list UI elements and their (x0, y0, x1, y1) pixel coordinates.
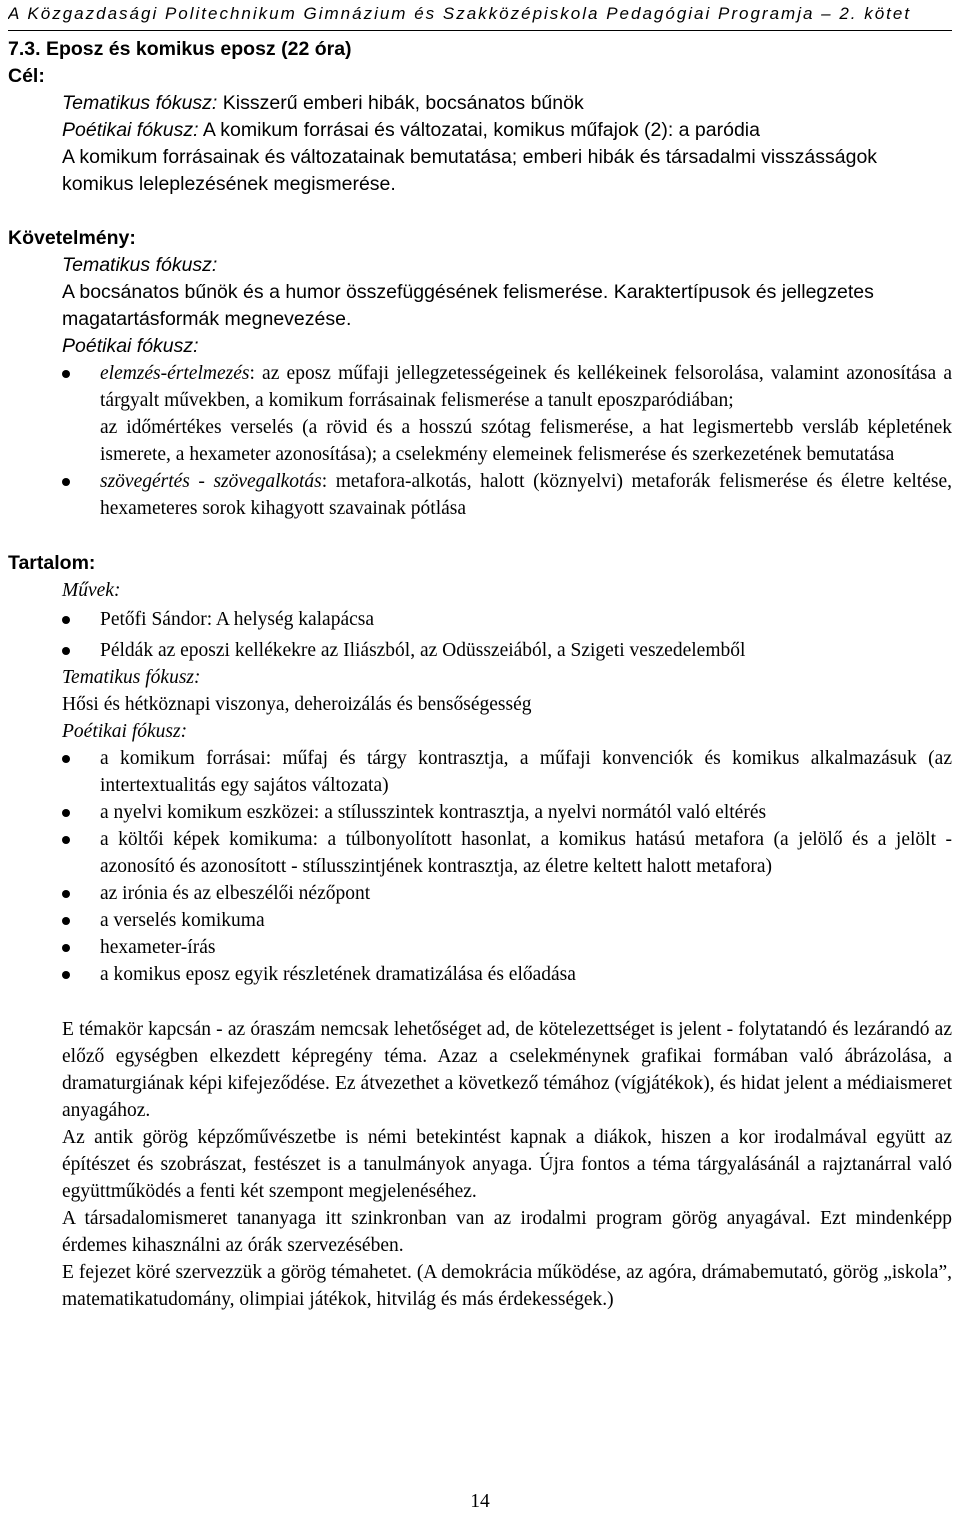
kovetelmeny-tematikus-text: A bocsánatos bűnök és a humor összefüggésének felismerése. Karaktertípusok és jellegzetes magatartásformák megnevezése. (62, 281, 874, 330)
cel-tematikus (62, 90, 952, 117)
tartalom-poetikai-list (8, 745, 952, 988)
cel-poetikai (62, 117, 952, 144)
kovetelmeny-heading: Követelmény: (8, 227, 136, 249)
tartalom-poetikai-label: Poétikai fókusz: (62, 721, 188, 742)
page-number: 14 (470, 1491, 490, 1512)
muvek-list (8, 606, 952, 664)
kovetelmeny-poetikai-label: Poétikai fókusz: (62, 335, 199, 357)
list-item: a verselés komikuma (8, 907, 952, 934)
list-item (8, 468, 952, 522)
kovetelmeny-tematikus-label: Tematikus fókusz: (62, 254, 218, 276)
cel-poetikai-text: A komikum forrásai és változatai, komikus műfajok (2): a paródia (198, 119, 760, 141)
tartalom-tematikus-label: Tematikus fókusz: (62, 667, 201, 688)
paragraph: E fejezet köré szervezzük a görög témahetet. (A demokrácia működése, az agóra, drámabemutató, görög „iskola”, matematikatudomány, olimpiai játékok, hitvilág és más érdekességek.) (62, 1262, 952, 1310)
cel-tematikus-label: Tematikus fókusz: (62, 92, 218, 114)
cel-poetikai-label: Poétikai fókusz: (62, 119, 199, 141)
list-item: a komikum forrásai: műfaj és tárgy kontrasztja, a műfaji konvenciók és komikus alkalmazásuk (az intertextualitás egy sajátos változata) (8, 745, 952, 799)
cel-body: A komikum forrásainak és változatainak bemutatása; emberi hibák és társadalmi visszásságok komikus leleplezésének megismerése. (62, 146, 878, 195)
section-title: 7.3. Eposz és komikus eposz (22 óra) (8, 38, 352, 60)
list-item: hexameter-írás (8, 934, 952, 961)
page-content (8, 36, 952, 1313)
kovetelmeny-list (8, 360, 952, 522)
cel-heading: Cél: (8, 65, 45, 87)
paragraph: E témakör kapcsán - az óraszám nemcsak lehetőséget ad, de kötelezettséget is jelent - folytatandó és lezárandó az előző egységben elkezdett képregény téma. Azaz a cselekménynek grafikai formában való ábrázolása, a dramaturgiának képi kifejeződése. Ez átvezethet a következő témához (vígjátékok), és hidat jelent a médiaismeret anyagához. (62, 1019, 952, 1121)
list-item: Petőfi Sándor: A helység kalapácsa (8, 606, 952, 633)
list-item: Példák az eposzi kellékekre az Iliászból, az Odüsszeiából, a Szigeti veszedelemből (8, 637, 952, 664)
list-item: a nyelvi komikum eszközei: a stílusszintek kontrasztja, a nyelvi normától való eltérés (8, 799, 952, 826)
list-item: a komikus eposz egyik részletének dramatizálása és előadása (8, 961, 952, 988)
item-extra: az időmértékes verselés (a rövid és a hosszú szótag felismerése, a hat legismertebb versláb képletének ismerete, a hexameter azonosítása); a cselekmény elemeinek felismerése és szerkezetének bemutatása (100, 417, 952, 465)
paragraph: Az antik görög képzőművészetbe is némi betekintést kapnak a diákok, hiszen a kor irodalmával együtt az építészet és szobrászat, festészet is a tanulmányok anyaga. Újra fontos a téma tárgyalásánál a rajztanárral való együttműködés a fenti két szempont megjelenéséhez. (62, 1127, 952, 1202)
muvek-label: Művek: (62, 580, 121, 601)
item-text: : az eposz műfaji jellegzetességeinek és kellékeinek felsorolása, valamint azonosítása a tárgyalt művekben, a komikum forrásainak felismerése a tanult eposzparódiában; (100, 363, 952, 411)
paragraph: A társadalomismeret tananyaga itt szinkronban van az irodalmi program görög anyagával. Ezt mindenképp érdemes kihasználni az órák szervezésében. (62, 1208, 952, 1256)
item-term: szövegértés - szövegalkotás (100, 471, 322, 492)
list-item (8, 360, 952, 468)
list-item: a költői képek komikuma: a túlbonyolított hasonlat, a komikus hatású metafora (a jelölő és a jelölt - azonosító és azonosított - stílusszintjének kontrasztja, az életre keltett halott metafora) (8, 826, 952, 880)
list-item: az irónia és az elbeszélői nézőpont (8, 880, 952, 907)
cel-tematikus-text: Kisszerű emberi hibák, bocsánatos bűnök (217, 92, 584, 114)
running-header: A Közgazdasági Politechnikum Gimnázium és Szakközépiskola Pedagógiai Programja – 2. kötet (8, 0, 952, 31)
item-text: : metafora-alkotás, halott (köznyelvi) metaforák felismerése és életre keltése, hexameteres sorok kihagyott szavainak pótlása (100, 471, 952, 519)
tartalom-tematikus-text: Hősi és hétköznapi viszonya, deheroizálás és bensőségesség (62, 694, 532, 715)
item-term: elemzés-értelmezés (100, 363, 250, 384)
tartalom-heading: Tartalom: (8, 552, 96, 574)
